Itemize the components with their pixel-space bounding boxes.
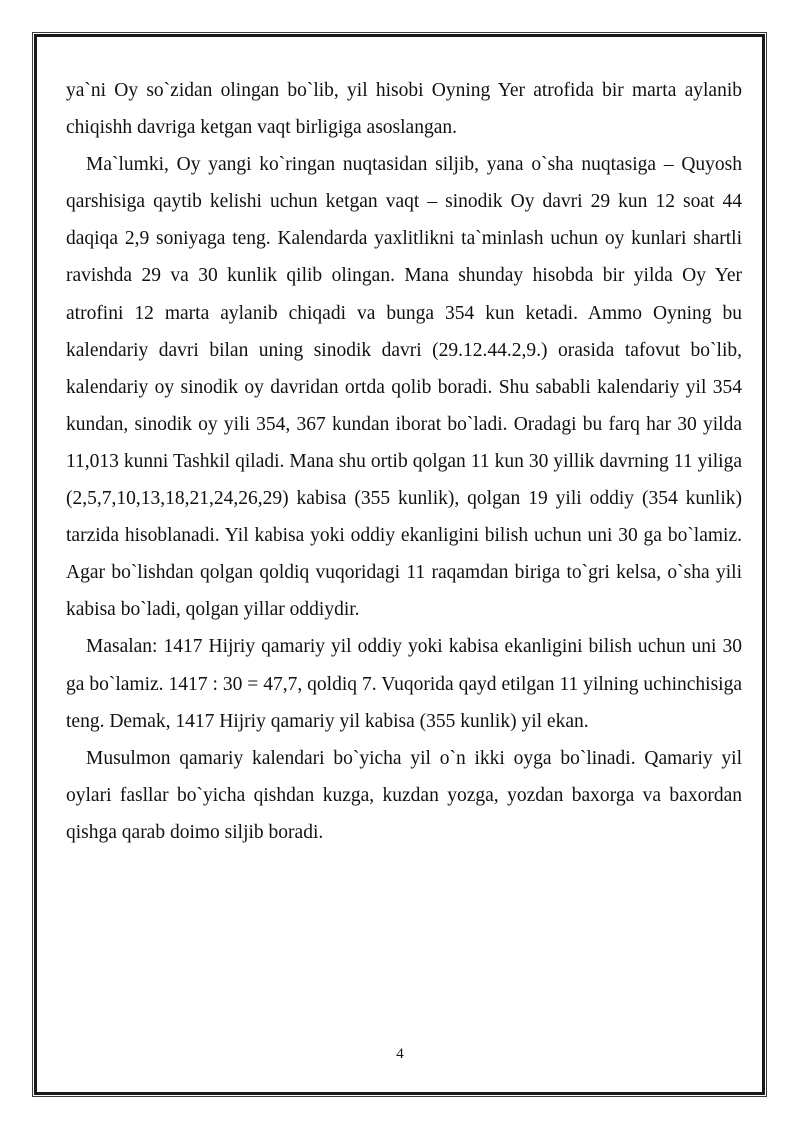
page-number: 4	[396, 1046, 404, 1062]
document-body	[66, 72, 742, 851]
paragraph-3: Masalan: 1417 Hijriy qamariy yil oddiy yoki kabisa ekanligini bilish uchun uni 30 ga bo`lamiz. 1417 : 30 = 47,7, qoldiq 7. Vuqorida qayd etilgan 11 yilning uchinchisiga teng. Demak, 1417 Hijriy qamariy yil kabisa (355 kunlik) yil ekan.	[66, 636, 742, 732]
paragraph-1: ya`ni Oy so`zidan olingan bo`lib, yil hisobi Oyning Yer atrofida bir marta aylanib chiqishh davriga ketgan vaqt birligiga asoslangan.	[66, 80, 742, 139]
paragraph-2: Ma`lumki, Oy yangi ko`ringan nuqtasidan siljib, yana o`sha nuqtasiga – Quyosh qarshisiga qaytib kelishi uchun ketgan vaqt – sinodik Oy davri 29 kun 12 soat 44 daqiqa 2,9 soniyaga teng. Kalendarda yaxlitlikni ta`minlash uchun oy kunlari shartli ravishda 29 va 30 kunlik qilib olingan. Mana shunday hisobda bir yilda Oy Yer atrofini 12 marta aylanib chiqadi va bunga 354 kun ketadi. Ammo Oyning bu kalendariy davri bilan uning sinodik davri (29.12.44.2,9.) orasida tafovut bo`lib, kalendariy oy sinodik oy davridan ortda qolib boradi. Shu sababli kalendariy yil 354 kundan, sinodik oy yili 354, 367 kundan iborat bo`ladi. Oradagi bu farq har 30 yilda 11,013 kunni Tashkil qiladi. Mana shu ortib qolgan 11 kun 30 yillik davrning 11 yiliga (2,5,7,10,13,18,21,24,26,29) kabisa (355 kunlik), qolgan 19 yili oddiy (354 kunlik) tarzida hisoblanadi. Yil kabisa yoki oddiy ekanligini bilish uchun uni 30 ga bo`lamiz. Agar bo`lishdan qolgan qoldiq vuqoridagi 11 raqamdan biriga to`gri kelsa, o`sha yili kabisa bo`ladi, qolgan yillar oddiydir.	[66, 154, 742, 621]
paragraph-4: Musulmon qamariy kalendari bo`yicha yil o`n ikki oyga bo`linadi. Qamariy yil oylari fasllar bo`yicha qishdan kuzga, kuzdan yozga, yozdan baxorga va baxordan qishga qarab doimo siljib boradi.	[66, 747, 742, 843]
